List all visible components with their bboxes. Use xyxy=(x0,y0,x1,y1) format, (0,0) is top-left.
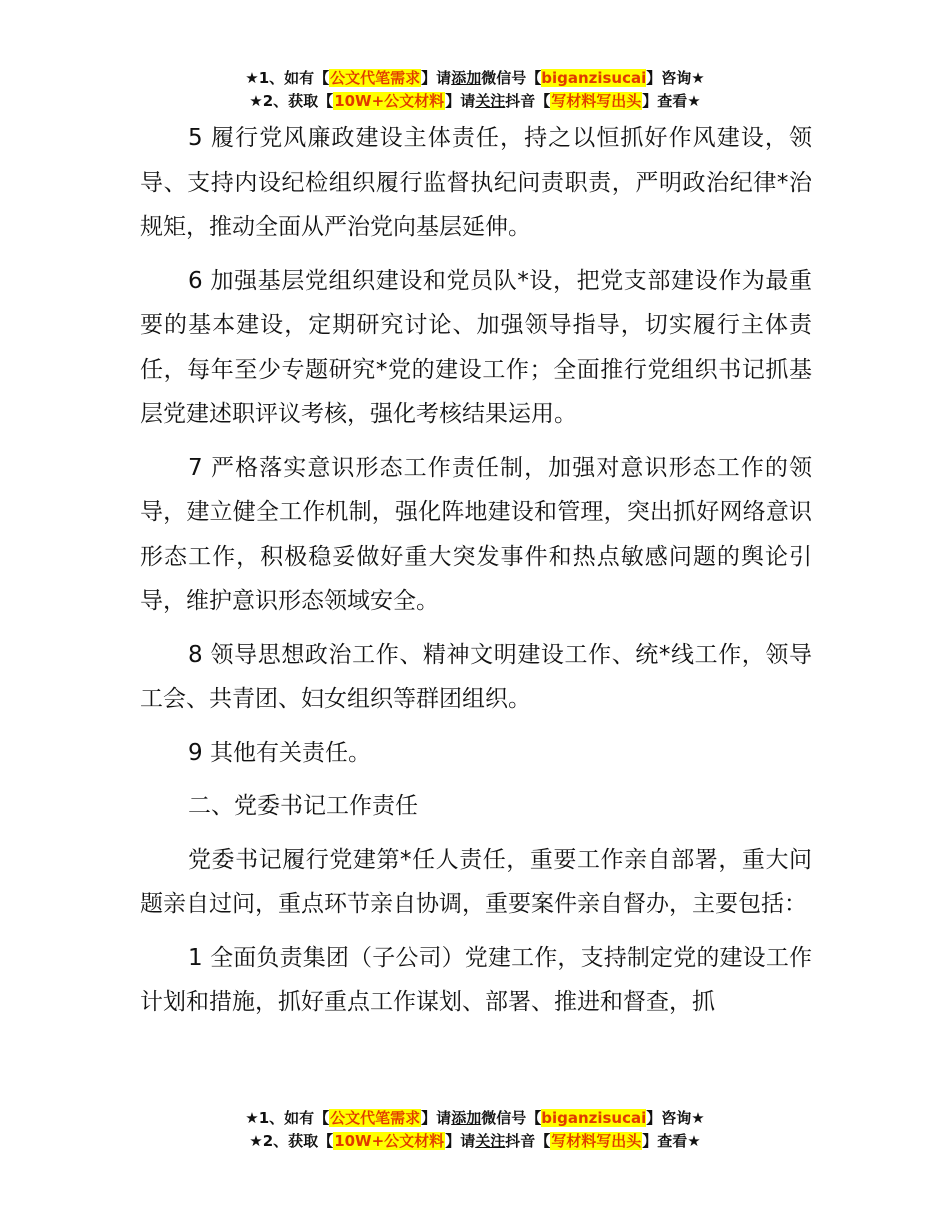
footer-ad-line-1: ★1、如有【公文代笔需求】请添加微信号【biganzisucai】咨询★ xyxy=(245,1109,705,1127)
paragraph-1: 1 全面负责集团（子公司）党建工作，支持制定党的建设工作计划和措施，抓好重点工作谋划、部署、推进和督查，抓 xyxy=(140,944,812,1015)
paragraph-intro: 党委书记履行党建第*任人责任，重要工作亲自部署，重大问题亲自过问，重点环节亲自协调，重要案件亲自督办，主要包括： xyxy=(140,846,812,917)
paragraph-8: 8 领导思想政治工作、精神文明建设工作、统*线工作，领导工会、共青团、妇女组织等群团组织。 xyxy=(140,641,812,712)
document-body xyxy=(140,116,812,1034)
section-heading: 二、党委书记工作责任 xyxy=(188,793,418,819)
highlight-text: 公文代笔需求 xyxy=(330,69,421,87)
douyin-name: 写材料写出头 xyxy=(551,92,642,110)
footer-ad-line-2: ★2、获取【10W+公文材料】请关注抖音【写材料写出头】查看★ xyxy=(249,1132,701,1150)
highlight-text: 10W+公文材料 xyxy=(334,1132,445,1150)
header-ad-line-1: ★1、如有【公文代笔需求】请添加微信号【biganzisucai】咨询★ xyxy=(245,69,705,87)
wechat-id: biganzisucai xyxy=(541,1109,647,1127)
highlight-text: 10W+公文材料 xyxy=(334,92,445,110)
paragraph-9: 9 其他有关责任。 xyxy=(188,739,371,766)
paragraph-5: 5 履行党风廉政建设主体责任，持之以恒抓好作风建设，领导、支持内设纪检组织履行监督执纪问责职责，严明政治纪律*治规矩，推动全面从严治党向基层延伸。 xyxy=(140,125,812,240)
paragraph-6: 6 加强基层党组织建设和党员队*设，把党支部建设作为最重要的基本建设，定期研究讨论、加强领导指导，切实履行主体责任，每年至少专题研究*党的建设工作；全面推行党组织书记抓基层党建述职评议考核，强化考核结果运用。 xyxy=(140,267,812,427)
paragraph-7: 7 严格落实意识形态工作责任制，加强对意识形态工作的领导，建立健全工作机制，强化阵地建设和管理，突出抓好网络意识形态工作，积极稳妥做好重大突发事件和热点敏感问题的舆论引导，维护意识形态领域安全。 xyxy=(140,454,812,614)
header-ad-line-2: ★2、获取【10W+公文材料】请关注抖音【写材料写出头】查看★ xyxy=(249,92,701,110)
header-ad xyxy=(0,67,950,113)
footer-ad xyxy=(0,1107,950,1153)
wechat-id: biganzisucai xyxy=(541,69,647,87)
douyin-name: 写材料写出头 xyxy=(551,1132,642,1150)
highlight-text: 公文代笔需求 xyxy=(330,1109,421,1127)
